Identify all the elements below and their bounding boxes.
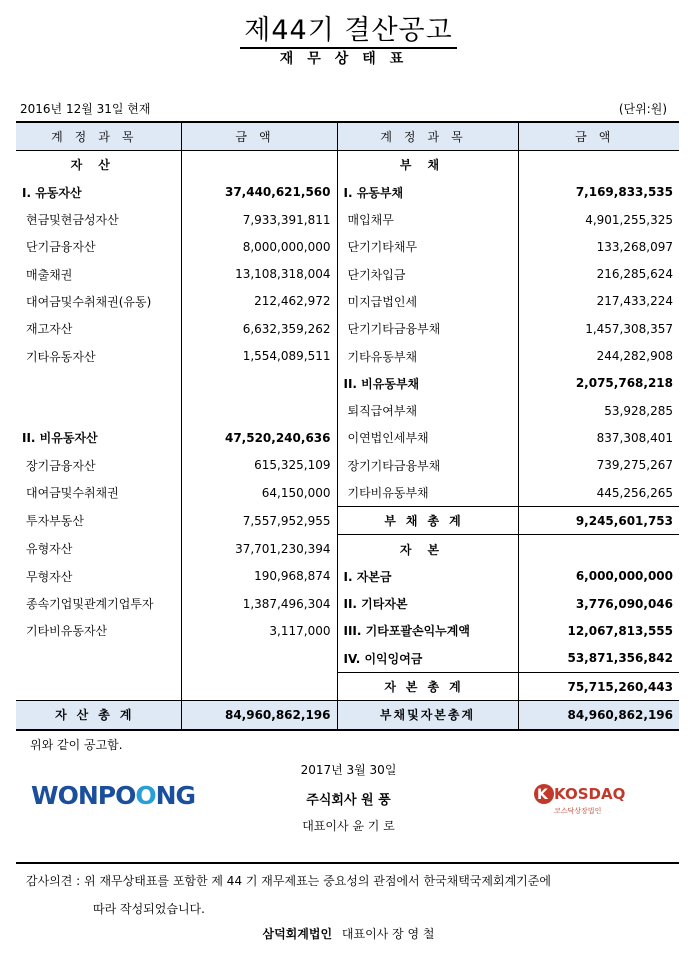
row-label: 무형자산 bbox=[16, 563, 181, 590]
audit-firm: 삼덕회계법인 bbox=[262, 927, 333, 941]
row-value: 190,968,874 bbox=[181, 563, 337, 590]
row-label: 기타비유동자산 bbox=[16, 617, 181, 644]
total-equity-label: 자본총계 bbox=[337, 672, 518, 700]
table-row bbox=[16, 563, 679, 590]
liabilities-section: 부채 bbox=[337, 151, 518, 179]
totals-row bbox=[16, 701, 679, 730]
total-liab-equity-label: 부채및자본총계 bbox=[337, 701, 518, 730]
row-value: 6,000,000,000 bbox=[575, 569, 673, 584]
table-row bbox=[16, 397, 679, 424]
page-title: 제44기 결산공고 bbox=[0, 8, 697, 47]
total-liabilities-value: 9,245,601,753 bbox=[518, 507, 679, 535]
row-label: 기타비유동부채 bbox=[337, 479, 518, 507]
audit-opinion-line1: 감사의견 : 위 재무상태표를 포함한 제 44 기 재무제표는 중요성의 관점에서 한국채택국제회계기준에 bbox=[26, 874, 551, 888]
row-label: 재고자산 bbox=[16, 315, 181, 342]
total-liab-equity-value: 84,960,862,196 bbox=[518, 701, 679, 730]
row-label: 단기금융자산 bbox=[16, 233, 181, 260]
row-value: 3,117,000 bbox=[181, 617, 337, 644]
row-value: 37,701,230,394 bbox=[181, 535, 337, 563]
row-label: IV. 이익잉여금 bbox=[337, 645, 518, 673]
row-label: 기타유동자산 bbox=[16, 342, 181, 369]
as-of-date: 2016년 12월 31일 현재 bbox=[20, 102, 151, 116]
assets-section: 자산 bbox=[16, 151, 181, 179]
row-label: 종속기업및관계기업투자 bbox=[16, 590, 181, 617]
row-label: 장기금융자산 bbox=[16, 452, 181, 479]
table-row bbox=[16, 590, 679, 617]
announcement-note: 위와 같이 공고함. bbox=[30, 738, 123, 752]
row-label: 기타유동부채 bbox=[337, 342, 518, 369]
row-value: 244,282,908 bbox=[596, 349, 673, 364]
company-name: 주식회사 원 풍 bbox=[306, 793, 391, 808]
total-liabilities-label: 부채총계 bbox=[337, 507, 518, 535]
table-row bbox=[16, 507, 679, 535]
total-assets-value: 84,960,862,196 bbox=[181, 701, 337, 730]
table-row bbox=[16, 233, 679, 260]
row-value: 1,554,089,511 bbox=[181, 342, 337, 369]
row-value: 64,150,000 bbox=[181, 479, 337, 507]
header-amount: 금액 bbox=[181, 122, 337, 151]
header-account: 계정과목 bbox=[16, 122, 181, 151]
row-label: II. 기타자본 bbox=[337, 590, 518, 617]
row-value: 8,000,000,000 bbox=[181, 233, 337, 260]
noncurrent-liabilities-total: 2,075,768,218 bbox=[575, 376, 673, 391]
total-equity-value: 75,715,260,443 bbox=[518, 672, 679, 700]
row-label: 유형자산 bbox=[16, 535, 181, 563]
row-value: 7,933,391,811 bbox=[181, 206, 337, 233]
row-label: I. 자본금 bbox=[337, 563, 518, 590]
svg-text:K: K bbox=[537, 787, 548, 803]
header-amount: 금액 bbox=[518, 122, 679, 151]
noncurrent-liabilities-label: II. 비유동부채 bbox=[337, 370, 518, 397]
header-account: 계정과목 bbox=[337, 122, 518, 151]
row-label: 매출채권 bbox=[16, 260, 181, 287]
statement-subtitle: 재무상태표 bbox=[279, 51, 418, 67]
table-row bbox=[16, 672, 679, 700]
kosdaq-logo-text: KOSDAQ bbox=[554, 785, 626, 803]
row-value: 53,871,356,842 bbox=[567, 651, 673, 666]
table-row bbox=[16, 424, 679, 451]
table-row bbox=[16, 151, 679, 179]
wonpoong-logo: WONPOONG bbox=[31, 781, 196, 810]
row-label: 이연법인세부채 bbox=[337, 424, 518, 451]
row-label: 투자부동산 bbox=[16, 507, 181, 535]
table-header bbox=[16, 122, 679, 151]
current-assets-label: I. 유동자산 bbox=[16, 179, 181, 206]
row-label: 장기기타금융부채 bbox=[337, 452, 518, 479]
current-liabilities-total: 7,169,833,535 bbox=[575, 185, 673, 200]
row-value: 3,776,090,046 bbox=[575, 596, 673, 611]
divider bbox=[16, 862, 679, 864]
row-label: 현금및현금성자산 bbox=[16, 206, 181, 233]
row-value: 1,387,496,304 bbox=[181, 590, 337, 617]
row-value: 6,632,359,262 bbox=[181, 315, 337, 342]
row-value: 133,268,097 bbox=[596, 239, 673, 254]
row-value: 615,325,109 bbox=[181, 452, 337, 479]
kosdaq-logo bbox=[530, 772, 640, 822]
row-value: 13,108,318,004 bbox=[181, 260, 337, 287]
row-label: 매입채무 bbox=[337, 206, 518, 233]
unit-label: (단위:원) bbox=[618, 102, 667, 116]
row-value: 445,256,265 bbox=[596, 485, 673, 500]
row-label: 단기기타금융부채 bbox=[337, 315, 518, 342]
announcement-date: 2017년 3월 30일 bbox=[300, 763, 397, 777]
row-label: 퇴직급여부채 bbox=[337, 397, 518, 424]
table-row bbox=[16, 260, 679, 287]
row-label: 미지급법인세 bbox=[337, 288, 518, 315]
current-assets-total: 37,440,621,560 bbox=[181, 179, 337, 206]
table-row bbox=[16, 479, 679, 507]
kosdaq-logo-sub: 코스닥상장법인 bbox=[554, 807, 602, 815]
table-row bbox=[16, 315, 679, 342]
table-row bbox=[16, 452, 679, 479]
row-value: 53,928,285 bbox=[604, 403, 673, 418]
row-label: 대여금및수취채권 bbox=[16, 479, 181, 507]
noncurrent-assets-total: 47,520,240,636 bbox=[181, 424, 337, 451]
audit-representative: 대표이사 장 영 철 bbox=[341, 927, 435, 941]
row-value: 837,308,401 bbox=[596, 430, 673, 445]
row-value: 217,433,224 bbox=[596, 294, 673, 309]
balance-sheet-table bbox=[16, 121, 679, 731]
total-assets-label: 자산총계 bbox=[16, 701, 181, 730]
row-value: 739,275,267 bbox=[596, 458, 673, 473]
row-label: 단기기타채무 bbox=[337, 233, 518, 260]
row-value: 12,067,813,555 bbox=[567, 623, 673, 638]
equity-section: 자본 bbox=[337, 535, 518, 563]
table-row bbox=[16, 206, 679, 233]
table-row bbox=[16, 370, 679, 397]
row-value: 1,457,308,357 bbox=[585, 321, 673, 336]
auditor-signature bbox=[0, 925, 697, 942]
noncurrent-assets-label: II. 비유동자산 bbox=[16, 424, 181, 451]
table-row bbox=[16, 342, 679, 369]
current-liabilities-label: I. 유동부채 bbox=[337, 179, 518, 206]
row-label: 대여금및수취채권(유동) bbox=[16, 288, 181, 315]
table-row bbox=[16, 179, 679, 206]
row-value: 7,557,952,955 bbox=[181, 507, 337, 535]
audit-opinion-line2: 따라 작성되었습니다. bbox=[93, 902, 205, 916]
row-value: 216,285,624 bbox=[596, 267, 673, 282]
table-row bbox=[16, 645, 679, 673]
row-value: 212,462,972 bbox=[181, 288, 337, 315]
table-row bbox=[16, 617, 679, 644]
table-row bbox=[16, 288, 679, 315]
row-label: III. 기타포괄손익누계액 bbox=[337, 617, 518, 644]
table-row bbox=[16, 535, 679, 563]
row-label: 단기차입금 bbox=[337, 260, 518, 287]
ceo-name: 대표이사 윤 기 로 bbox=[302, 819, 395, 833]
row-value: 4,901,255,325 bbox=[585, 212, 673, 227]
